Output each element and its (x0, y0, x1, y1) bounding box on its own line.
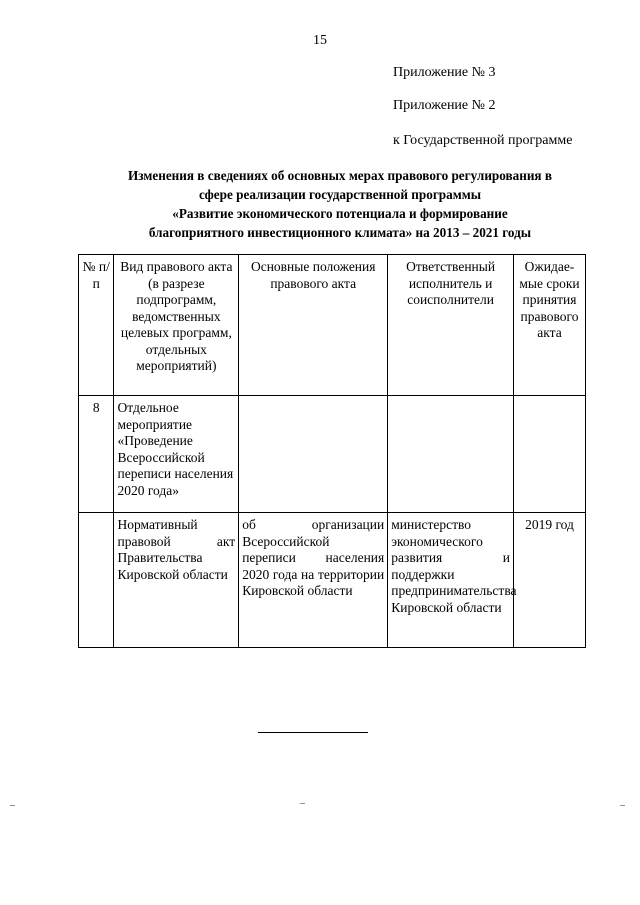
cell-main-provisions (239, 396, 388, 513)
table-row (79, 513, 586, 648)
cell-responsible (388, 396, 514, 513)
header-main-provisions: Основные положения правового акта (239, 255, 388, 396)
page-number: 15 (313, 33, 327, 48)
appendix-reference: к Государственной программе (393, 133, 573, 148)
appendix-number-2: Приложение № 2 (393, 98, 496, 113)
scan-mark: – (300, 798, 305, 809)
title-line-4: благоприятного инвестиционного климата» на 2013 – 2021 годы (148, 225, 532, 240)
cell-expected-terms: 2019 год (513, 513, 585, 648)
cell-number: 8 (79, 396, 114, 513)
header-act-type: Вид правового акта (в разрезе подпрограмм, ведомственных целевых программ, отдельных мероприятий) (114, 255, 239, 396)
title-line-2: сфере реализации государственной программы (198, 187, 481, 202)
cell-main-provisions: об организации Всероссийской переписи населения 2020 года на территории Кировской области (239, 513, 388, 648)
document-title (70, 166, 610, 242)
title-line-1: Изменения в сведениях об основных мерах правового регулирования в (128, 168, 552, 183)
cell-act-type: Отдельное мероприятие «Проведение Всероссийской переписи населения 2020 года» (114, 396, 239, 513)
footer-separator-line (258, 732, 368, 733)
table-header-row (79, 255, 586, 396)
cell-expected-terms (513, 396, 585, 513)
header-responsible: Ответственный исполнитель и соисполнители (388, 255, 514, 396)
cell-number (79, 513, 114, 648)
cell-responsible: министерство экономического развития и поддержки предпринимательства Кировской области (388, 513, 514, 648)
table-row (79, 396, 586, 513)
title-line-3: «Развитие экономического потенциала и формирование (172, 206, 508, 221)
header-number: № п/п (79, 255, 114, 396)
legal-measures-table (78, 254, 586, 648)
appendix-number-3: Приложение № 3 (393, 65, 496, 80)
scan-mark: – (10, 800, 15, 811)
header-expected-terms: Ожидае-мые сроки принятия правового акта (513, 255, 585, 396)
cell-act-type: Нормативный правовой акт Правительства Кировской области (114, 513, 239, 648)
scan-mark: – (620, 800, 625, 811)
